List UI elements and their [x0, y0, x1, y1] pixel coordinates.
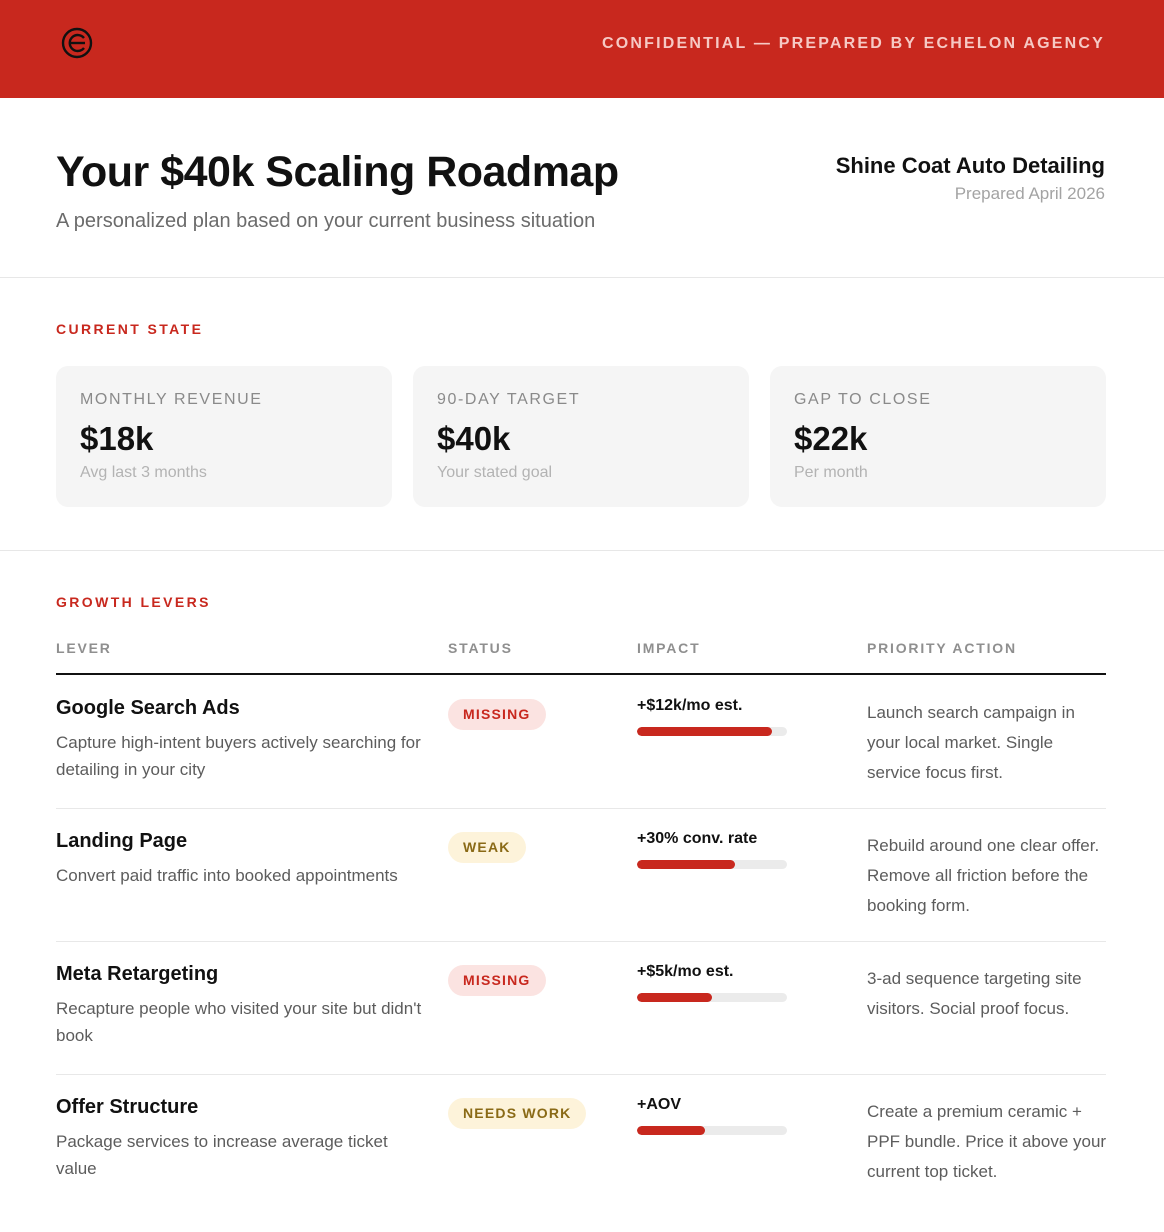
- status-badge: MISSING: [448, 699, 546, 730]
- metric-note: Your stated goal: [437, 464, 553, 481]
- metric-value: $22k: [794, 420, 868, 457]
- priority-action: Launch search campaign in your local market. Single service focus first.: [867, 703, 1075, 782]
- page-title: Your $40k Scaling Roadmap: [56, 148, 619, 196]
- table-row: [56, 808, 1106, 942]
- metric-value: $18k: [80, 420, 154, 457]
- metric-card-monthly-revenue: [56, 366, 392, 507]
- lever-description: Capture high-intent buyers actively searching for detailing in your city: [56, 733, 421, 779]
- metric-label: GAP TO CLOSE: [794, 391, 932, 408]
- table-row: [56, 675, 1106, 809]
- lever-name: Offer Structure: [56, 1096, 199, 1118]
- column-header-impact: IMPACT: [637, 640, 701, 656]
- impact-bar-fill: [637, 727, 772, 736]
- lever-description: Convert paid traffic into booked appointments: [56, 866, 398, 885]
- metric-value: $40k: [437, 420, 511, 457]
- metric-card-gap: [770, 366, 1106, 507]
- impact-label: +30% conv. rate: [637, 830, 758, 847]
- metric-label: 90-DAY TARGET: [437, 391, 581, 408]
- column-header-lever: LEVER: [56, 640, 112, 656]
- impact-bar-fill: [637, 860, 735, 869]
- impact-bar: [637, 993, 787, 1002]
- status-badge: MISSING: [448, 965, 546, 996]
- table-row: [56, 1074, 1106, 1232]
- lever-name: Meta Retargeting: [56, 963, 219, 985]
- priority-action: 3-ad sequence targeting site visitors. Social proof focus.: [867, 969, 1082, 1018]
- status-badge: NEEDS WORK: [448, 1098, 586, 1129]
- page-subtitle: A personalized plan based on your current business situation: [56, 210, 596, 232]
- priority-action: Create a premium ceramic + PPF bundle. Price it above your current top ticket.: [867, 1102, 1107, 1181]
- echelon-logo-icon: [61, 27, 93, 59]
- impact-label: +AOV: [637, 1096, 682, 1113]
- lever-description: Package services to increase average ticket value: [56, 1132, 388, 1178]
- impact-bar-fill: [637, 1126, 705, 1135]
- section-divider: [0, 550, 1164, 551]
- metric-note: Avg last 3 months: [80, 464, 207, 481]
- table-row: [56, 941, 1106, 1075]
- impact-bar: [637, 860, 787, 869]
- impact-label: +$12k/mo est.: [637, 697, 743, 714]
- metric-card-target: [413, 366, 749, 507]
- column-header-action: PRIORITY ACTION: [867, 640, 1017, 656]
- lever-name: Landing Page: [56, 830, 188, 852]
- impact-bar: [637, 727, 787, 736]
- impact-bar: [637, 1126, 787, 1135]
- lever-name: Google Search Ads: [56, 697, 240, 719]
- growth-levers-label: GROWTH LEVERS: [56, 594, 211, 610]
- priority-action: Rebuild around one clear offer. Remove all friction before the booking form.: [867, 836, 1100, 915]
- current-state-label: CURRENT STATE: [56, 321, 204, 337]
- section-divider: [0, 277, 1164, 278]
- top-banner: [0, 0, 1164, 98]
- impact-bar-fill: [637, 993, 712, 1002]
- confidential-notice: CONFIDENTIAL — PREPARED BY ECHELON AGENCY: [602, 35, 1105, 52]
- metric-note: Per month: [794, 464, 868, 481]
- column-header-status: STATUS: [448, 640, 513, 656]
- client-name: Shine Coat Auto Detailing: [835, 153, 1105, 178]
- lever-description: Recapture people who visited your site but didn't book: [56, 999, 422, 1045]
- impact-label: +$5k/mo est.: [637, 963, 734, 980]
- metric-label: MONTHLY REVENUE: [80, 391, 263, 408]
- status-badge: WEAK: [448, 832, 526, 863]
- prepared-date: Prepared April 2026: [954, 184, 1105, 203]
